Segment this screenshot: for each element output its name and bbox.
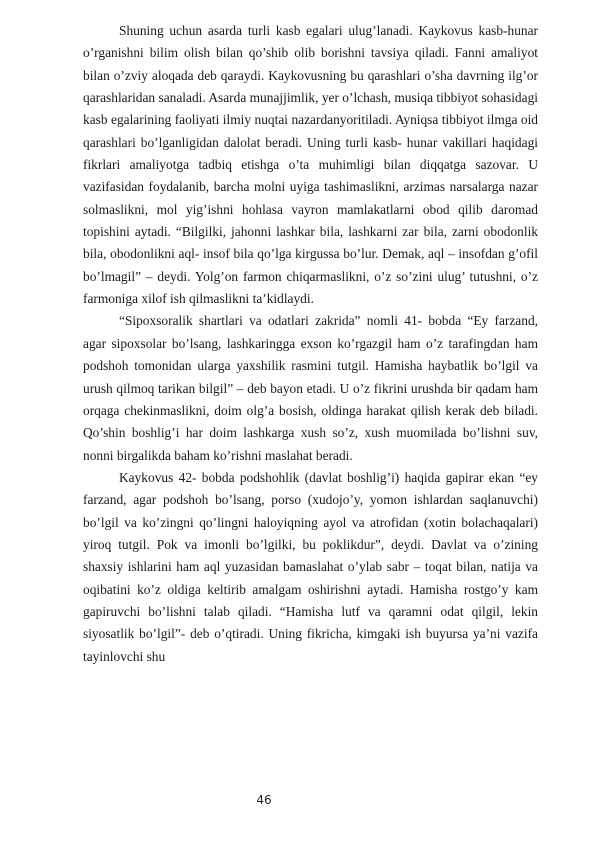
paragraph-3: Kaykovus 42- bobda podshohlik (davlat boshlig’i) haqida gapirar ekan “ey farzand, agar podshoh bo’lsang, porso (xudojo’y, yomon ishlardan saqlanuvchi) bo’lgil va ko’zingni qo’lingni haloyiqning ayol va atrofidan (xotin bolachaqalari) yiroq tutgil. Pok va imonli bo’lgilki, bu poklikdur”, deydi. Davlat va o’zining shaxsiy ishlarini ham aql yuzasidan bamaslahat o’ylab sabr – toqat bilan, natija va oqibatini ko’z oldiga keltirib amalgam oshirishni aytadi. Hamisha rostgo’y kam gapiruvchi bo’lishni talab qiladi. “Hamisha lutf va qaramni odat qilgil, lekin siyosatlik bo’lgil”- deb o’qtiradi. Uning fikricha, kimgaki ish buyursa ya’ni vazifa tayinlovchi shu (83, 469, 538, 664)
page-number: 46 (256, 793, 272, 807)
body-text (83, 20, 538, 668)
paragraph-2: “Sipoxsoralik shartlari va odatlari zakrida” nomli 41- bobda “Ey farzand, agar sipoxsolar bo’lsang, lashkaringga exson ko’rgazgil ham o’z tarafingdan ham podshoh tomonidan ularga yaxshilik rasmini tutgil. Hamisha haybatlik bo’lgil va urush qilmoq tarikan bilgil” – deb bayon etadi. U o’z fikrini urushda bir qadam ham orqaga chekinmaslikni, doim olg’a bosish, oldinga harakat qilish kerak deb biladi. Qo’shin boshlig’i har doim lashkarga xush so’z, xush muomilada bo’lishni suv, nonni birgalikda baham ko’rishni maslahat beradi. (83, 313, 538, 463)
paragraph-1: Shuning uchun asarda turli kasb egalari ulug’lanadi. Kaykovus kasb-hunar o’rganishni bilim olish bilan qo’shib olib borishni tavsiya qiladi. Fanni amaliyot bilan o’zviy aloqada deb qaraydi. Kaykovusning bu qarashlari o’sha davrning ilg’or qarashlaridan sanaladi. Asarda munajjimlik, yer o’lchash, musiqa tibbiyot sohasidagi kasb egalarining faoliyati ilmiy nuqtai nazardanyoritiladi. Ayniqsa tibbiyot ilmga oid qarashlari bo’lganligidan dalolat beradi. Uning turli kasb- hunar vakillari haqidagi fikrlari amaliyotga tadbiq etishga o’ta muhimligi bilan diqqatga sazovar. U vazifasidan foydalanib, barcha molni uyiga tashimaslikni, arzimas narsalarga nazar solmaslikni, mol yig’ishni hohlasa vayron mamlakatlarni obod qilib daromad topishini aytadi. “Bilgilki, jahonni lashkar bila, lashkarni zar bila, zarni obodonlik bila, obodonlikni aql- insof bila qo’lga kirgussa bo’lur. Demak, aql – insofdan g’ofil bo’lmagil” – deydi. Yolg’on farmon chiqarmaslikni, o’z so’zini ulug’ tutushni, o’z farmoniga xilof ish qilmaslikni ta’kidlaydi. (83, 23, 538, 307)
